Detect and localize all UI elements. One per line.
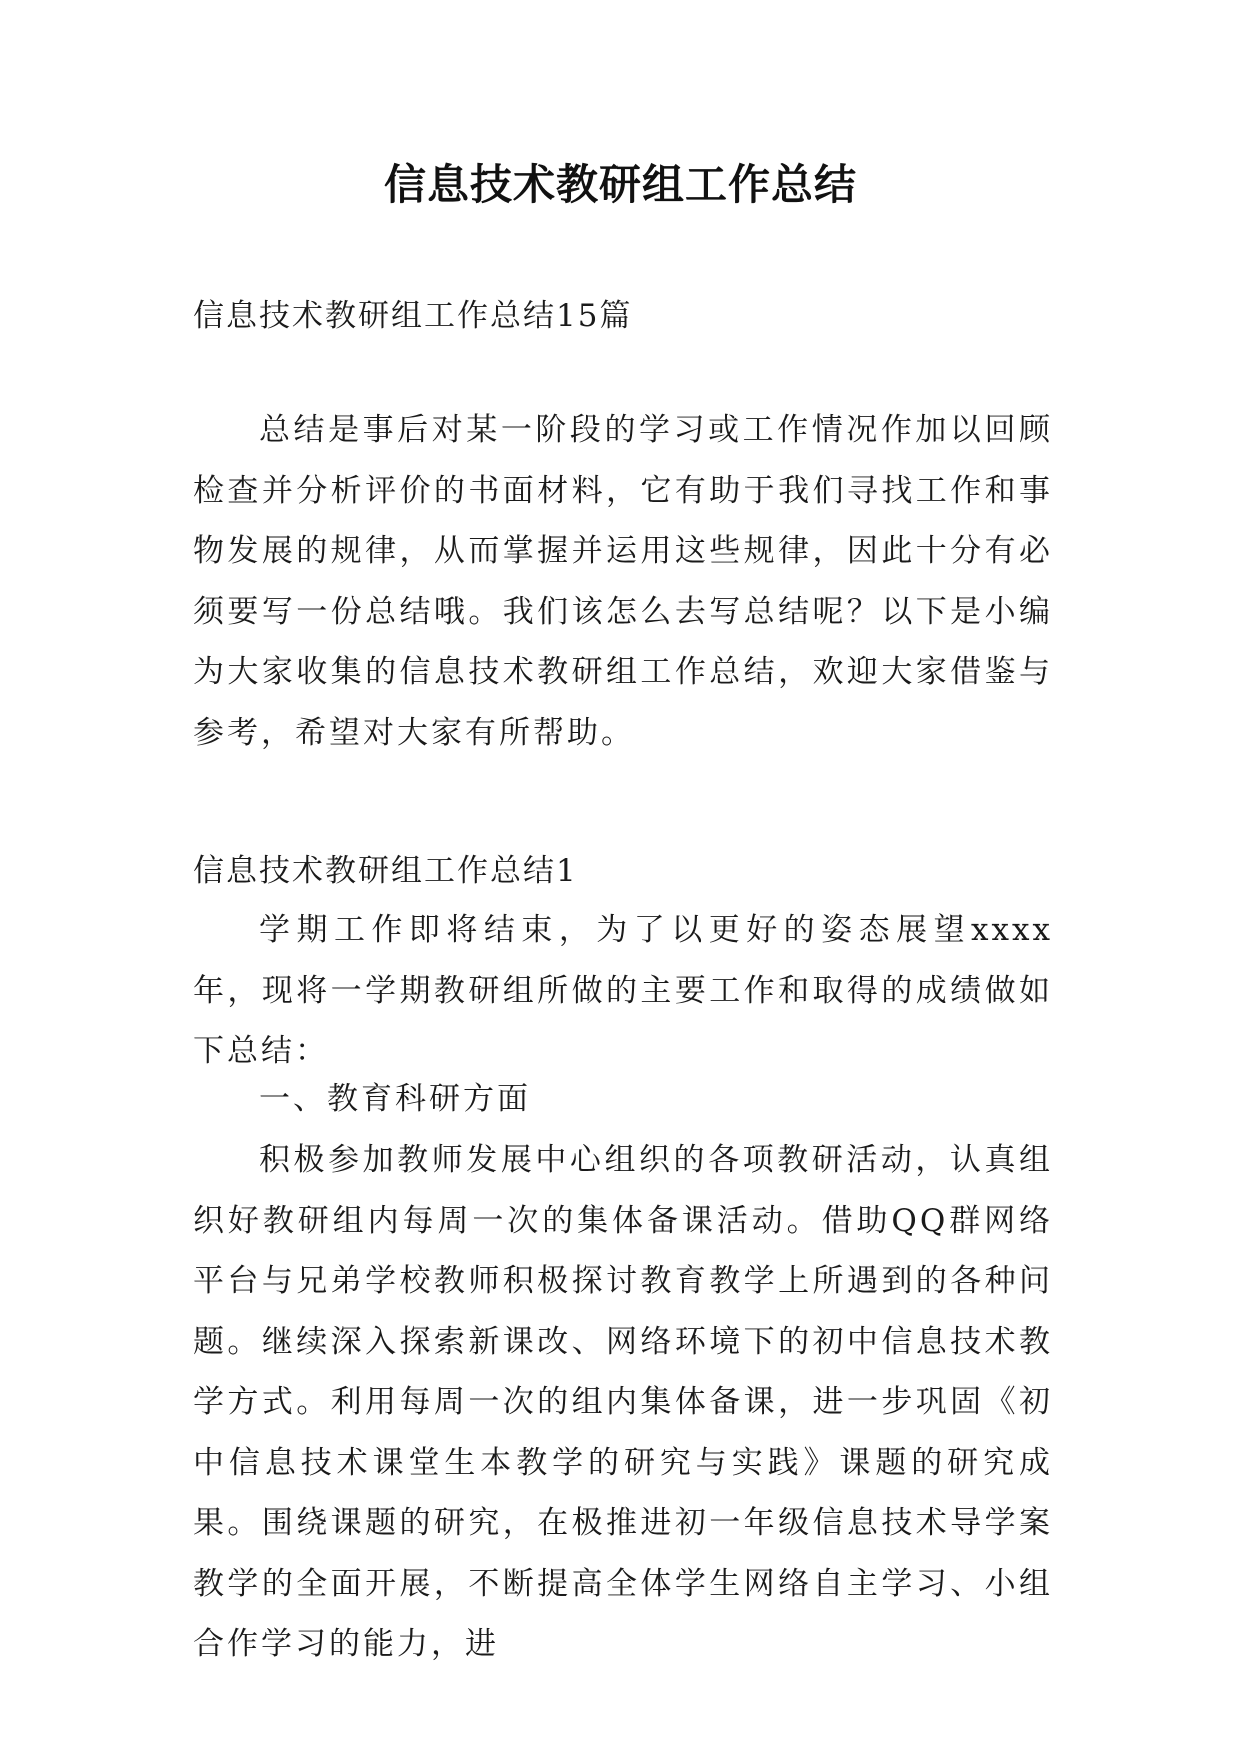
section-heading-education-research: 一、教育科研方面 [259, 1081, 531, 1117]
section-paragraph-2: 积极参加教师发展中心组织的各项教研活动，认真组织好教研组内每周一次的集体备课活动。借助QQ群网络平台与兄弟学校教师积极探讨教育教学上所遇到的各种问题。继续深入探索新课改、网络环境下的初中信息技术教学方式。利用每周一次的组内集体备课，进一步巩固《初中信息技术课堂生本教学的研究与实践》课题的研究成果。围绕课题的研究，在极推进初一年级信息技术导学案教学的全面开展，不断提高全体学生网络自主学习、小组合作学习的能力，进 [193, 1142, 1053, 1662]
document-title: 信息技术教研组工作总结 [383, 160, 857, 209]
section-title: 信息技术教研组工作总结1 [193, 853, 578, 889]
document-subtitle: 信息技术教研组工作总结15篇 [193, 298, 633, 334]
section-paragraph-1: 学期工作即将结束，为了以更好的姿态展望xxxx年，现将一学期教研组所做的主要工作和取得的成绩做如下总结： [193, 912, 1053, 1069]
intro-paragraph: 总结是事后对某一阶段的学习或工作情况作加以回顾检查并分析评价的书面材料，它有助于我们寻找工作和事物发展的规律，从而掌握并运用这些规律，因此十分有必须要写一份总结哦。我们该怎么去写总结呢？以下是小编为大家收集的信息技术教研组工作总结，欢迎大家借鉴与参考，希望对大家有所帮助。 [193, 412, 1053, 751]
